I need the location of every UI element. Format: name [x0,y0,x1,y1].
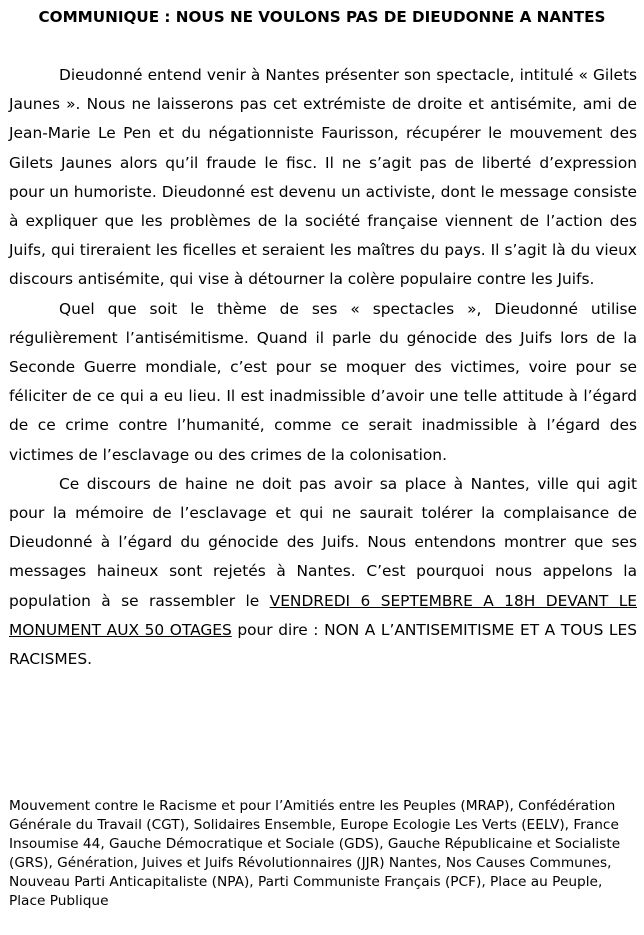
paragraph-1: Dieudonné entend venir à Nantes présenter son spectacle, intitulé « Gilets Jaunes ». Nous ne laisserons pas cet extrémiste de droite et antisémite, ami de Jean-Marie Le Pen et du négationniste Faurisson, récupérer le mouvement des Gilets Jaunes alors qu’il fraude le fisc. Il ne s’agit pas de liberté d’expression pour un humoriste. Dieudonné est devenu un activiste, dont le message consiste à expliquer que les problèmes de la société française viennent de l’action des Juifs, qui tireraient les ficelles et seraient les maîtres du pays. Il s’agit là du vieux discours antisémite, qui vise à détourner la colère populaire contre les Juifs. [9,66,637,289]
paragraph-3-outro: pour dire : NON A L’ANTISEMITISME ET A TOUS LES RACISMES. [9,620,637,669]
event-date-location: VENDREDI 6 SEPTEMBRE A 18H DEVANT LE MONUMENT AUX 50 OTAGES [9,591,637,639]
communique-body [9,61,637,674]
paragraph-2: Quel que soit le thème de ses « spectacles », Dieudonné utilise régulièrement l’antisémitisme. Quand il parle du génocide des Juifs lors de la Seconde Guerre mondiale, c’est pour se moquer des victimes, voire pour se féliciter de ce qui a eu lieu. Il est inadmissible d’avoir une telle attitude à l’égard de ce crime contre l’humanité, comme ce serait inadmissible à l’égard des victimes de l’esclavage ou des crimes de la colonisation. [9,299,637,464]
paragraph-3-intro: Ce discours de haine ne doit pas avoir sa place à Nantes, ville qui agit pour la mémoire de l’esclavage et qui ne saurait tolérer la complaisance de Dieudonné à l’égard du génocide des Juifs. Nous entendons montrer que ses messages haineux sont rejetés à Nantes. C’est pourquoi nous appelons la population à se rassembler le [9,474,637,610]
document-title: COMMUNIQUE : NOUS NE VOULONS PAS DE DIEUDONNE A NANTES [38,8,606,26]
signatories-list: Mouvement contre le Racisme et pour l’Amitiés entre les Peuples (MRAP), Confédération Générale du Travail (CGT), Solidaires Ensemble, Europe Ecologie Les Verts (EELV), France Insoumise 44, Gauche Démocratique et Sociale (GDS), Gauche Républicaine et Socialiste (GRS), Génération, Juives et Juifs Révolutionnaires (JJR) Nantes, Nos Causes Communes, Nouveau Parti Anticapitaliste (NPA), Parti Communiste Français (PCF), Place au Peuple, Place Publique [9,798,621,909]
paragraph-3 [9,470,637,674]
